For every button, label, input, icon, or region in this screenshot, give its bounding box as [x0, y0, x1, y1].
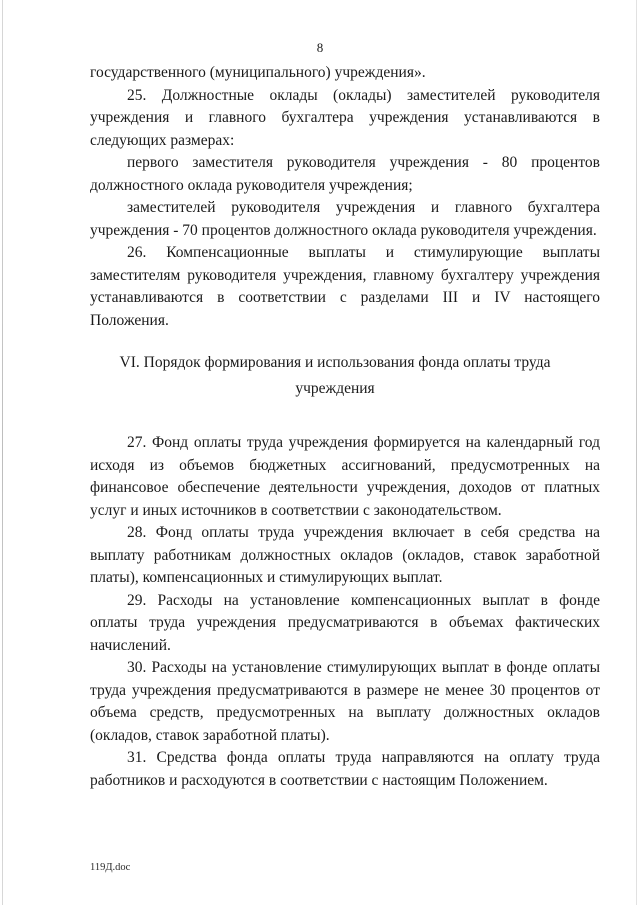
paragraph-26: 26. Компенсационные выплаты и стимулирующие выплаты заместителям руководителя учреждения, главному бухгалтеру учреждения устанавливаются в соответствии с разделами III и IV настоящего Положения. — [90, 244, 600, 329]
paragraph-25-deputies: заместителей руководителя учреждения и главного бухгалтера учреждения - 70 процентов должностного оклада руководителя учреждения. — [90, 199, 600, 239]
document-body — [90, 62, 600, 792]
section-heading-line-2: учреждения — [295, 380, 375, 397]
paragraph-27: 27. Фонд оплаты труда учреждения формируется на календарный год исходя из объемов бюджетных ассигнований, предусмотренных на финансовое обеспечение деятельности учреждения, доходов от платных услуг и иных источников в соответствии с законодательством. — [90, 434, 600, 519]
section-heading-line-1: VI. Порядок формирования и использования фонда оплаты труда — [119, 354, 551, 371]
paragraph-29: 29. Расходы на установление компенсационных выплат в фонде оплаты труда учреждения предусматриваются в объемах фактических начислений. — [90, 591, 600, 654]
paragraph-continuation: государственного (муниципального) учреждения». — [90, 64, 426, 81]
paragraph-25: 25. Должностные оклады (оклады) заместителей руководителя учреждения и главного бухгалтера учреждения устанавливаются в следующих размерах: — [90, 86, 600, 149]
paragraph-28: 28. Фонд оплаты труда учреждения включает в себя средства на выплату работникам должностных окладов (окладов, ставок заработной платы), компенсационных и стимулирующих выплат. — [90, 524, 600, 586]
page-number: 8 — [316, 40, 324, 55]
paragraph-30: 30. Расходы на установление стимулирующих выплат в фонде оплаты труда учреждения предусматриваются в размере не менее 30 процентов от объема средств, предусмотренных на выплату должностных окладов (окладов, ставок заработной платы). — [90, 659, 600, 744]
scan-edge-right — [636, 0, 637, 905]
scan-edge-left — [2, 0, 3, 905]
paragraph-25-first-deputy: первого заместителя руководителя учреждения - 80 процентов должностного оклада руководителя учреждения; — [90, 154, 600, 194]
paragraph-31: 31. Средства фонда оплаты труда направляются на оплату труда работников и расходуются в соответствии с настоящим Положением. — [90, 749, 600, 789]
section-heading — [90, 350, 600, 402]
footer-filename: 119Д.doc — [90, 862, 131, 873]
